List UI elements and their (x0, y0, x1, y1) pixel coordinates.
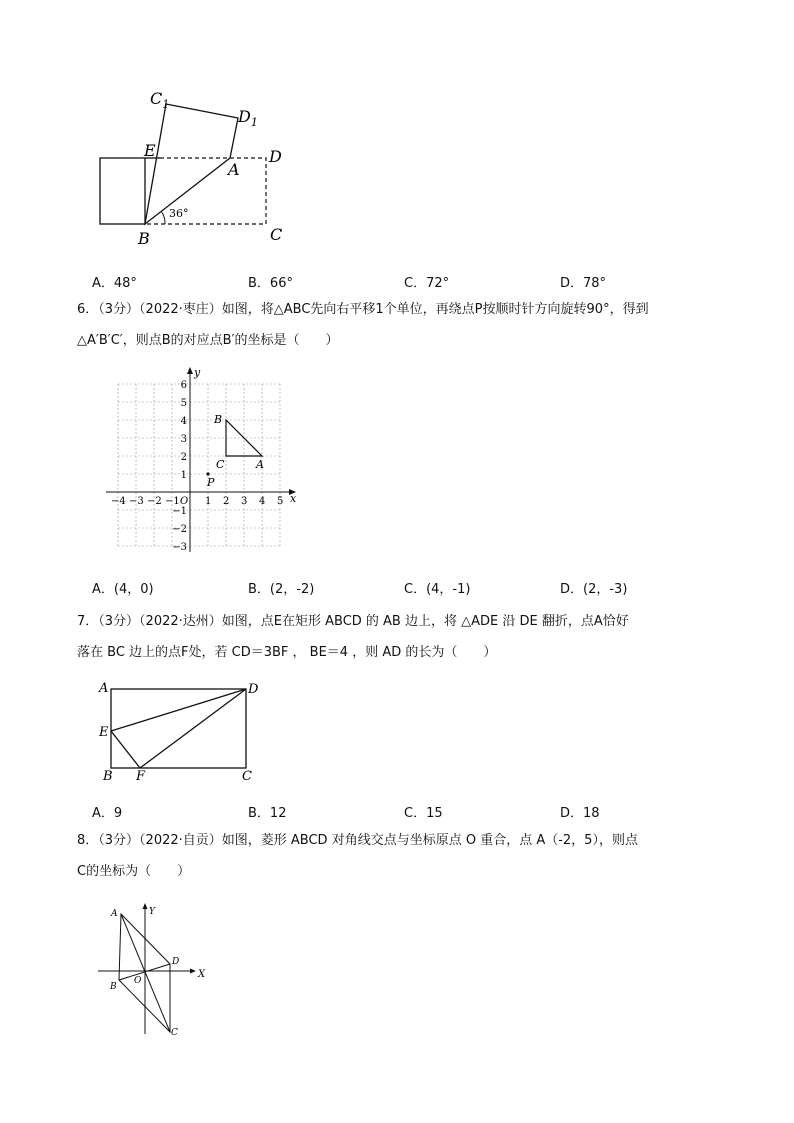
q8-label-o: O (134, 976, 142, 986)
q7-label-c: C (242, 769, 252, 784)
q6-xtick: 1 (205, 496, 212, 507)
q5-option-a[interactable]: A．48° (92, 276, 137, 291)
q6-xtick: −4 (111, 496, 126, 507)
q7-segment-ed (111, 689, 246, 731)
q5-option-b[interactable]: B．66° (248, 276, 293, 291)
q6-ytick: 4 (180, 416, 187, 427)
q5-label-c1: $C_1$ (150, 89, 170, 111)
q6-stem-line1: 6．（3分）（2022·枣庄）如图，将△ABC先向右平移1个单位，再绕点P按顺时针方向旋转90°，得到 (77, 302, 649, 317)
q6-stem-line2: △A′B′C′，则点B的对应点B′的坐标是（ ） (77, 333, 339, 348)
q5-label-b: B (138, 229, 150, 248)
q6-option-d[interactable]: D．(2，-3) (560, 582, 628, 597)
q5-label-e: E (144, 141, 156, 160)
q6-ytick: 1 (180, 470, 187, 481)
q7-option-c[interactable]: C．15 (404, 806, 443, 821)
q6-origin-label: O (180, 496, 189, 507)
q5-angle-label: 36° (169, 207, 189, 220)
q6-ytick: −3 (172, 542, 187, 553)
q6-label-p: P (207, 476, 215, 489)
q6-label-c: C (216, 458, 225, 471)
q5-option-d[interactable]: D．78° (560, 276, 607, 291)
q8-label-a: A (111, 909, 118, 919)
q7-option-b[interactable]: B．12 (248, 806, 287, 821)
q7-option-a[interactable]: A．9 (92, 806, 123, 821)
q7-segment-ef (111, 731, 140, 768)
q7-label-d: D (248, 682, 259, 697)
q6-xtick: −3 (129, 496, 144, 507)
q5-left-square (100, 158, 145, 224)
q8-rhombus-figure (92, 898, 222, 1040)
q8-x-arrow (190, 969, 196, 974)
q7-label-b: B (103, 769, 113, 784)
q8-label-c: C (171, 1028, 178, 1038)
q6-x-ticks (111, 496, 283, 507)
q6-xtick: −1 (165, 496, 180, 507)
q6-y-ticks (172, 380, 187, 553)
q8-label-x: X (198, 969, 206, 980)
q7-label-f: F (136, 769, 146, 784)
q6-option-b[interactable]: B．(2，-2) (248, 582, 315, 597)
q8-stem-line1: 8．（3分）（2022·自贡）如图，菱形 ABCD 对角线交点与坐标原点 O 重合，点 A（-2，5），则点 (77, 833, 638, 848)
q5-label-d1: $D_1$ (238, 107, 258, 129)
q5-label-d: D (269, 147, 282, 166)
q5-option-c[interactable]: C．72° (404, 276, 450, 291)
q6-xtick: −2 (147, 496, 162, 507)
q8-stem-line2: C的坐标为（ ） (77, 864, 191, 879)
q6-ytick: −1 (172, 506, 187, 517)
q7-segment-fd (140, 689, 246, 768)
q6-xtick: 3 (241, 496, 248, 507)
q7-stem-line2: 落在 BC 边上的点F处，若 CD＝3BF ， BE＝4 ，则 AD 的长为（ ） (77, 645, 497, 660)
q6-option-c[interactable]: C．(4，-1) (404, 582, 471, 597)
q8-label-y: Y (149, 907, 155, 917)
q6-xtick: 5 (277, 496, 284, 507)
q5-angle-arc (161, 211, 165, 224)
q6-y-axis-label: y (194, 366, 201, 379)
q8-label-b: B (110, 982, 117, 992)
q6-y-arrow (187, 367, 193, 374)
q6-ytick: 6 (180, 380, 187, 391)
q8-label-d: D (172, 957, 180, 967)
q5-figure (90, 80, 320, 255)
q7-label-a: A (99, 681, 109, 696)
q6-xtick: 2 (223, 496, 230, 507)
q5-folded-shape (145, 104, 238, 224)
q7-stem-line1: 7．（3分）（2022·达州）如图，点E在矩形 ABCD 的 AB 边上，将 △ADE 沿 DE 翻折，点A恰好 (77, 614, 629, 629)
q7-rectangle-figure (90, 676, 270, 788)
q6-label-b: B (214, 413, 223, 426)
q6-x-axis-label: x (290, 492, 297, 505)
q6-grid-figure (100, 362, 310, 554)
q5-label-a: A (228, 160, 240, 179)
q7-option-d[interactable]: D．18 (560, 806, 600, 821)
q7-label-e: E (99, 725, 109, 740)
q6-xtick: 4 (259, 496, 266, 507)
q6-ytick: 2 (180, 452, 187, 463)
q6-label-a: A (256, 458, 264, 471)
q6-ytick: −2 (172, 524, 187, 535)
q6-ytick: 5 (180, 398, 187, 409)
q6-option-a[interactable]: A．(4，0) (92, 582, 154, 597)
q8-y-arrow (143, 903, 148, 909)
q6-ytick: 3 (180, 434, 187, 445)
q5-label-c: C (270, 225, 283, 244)
